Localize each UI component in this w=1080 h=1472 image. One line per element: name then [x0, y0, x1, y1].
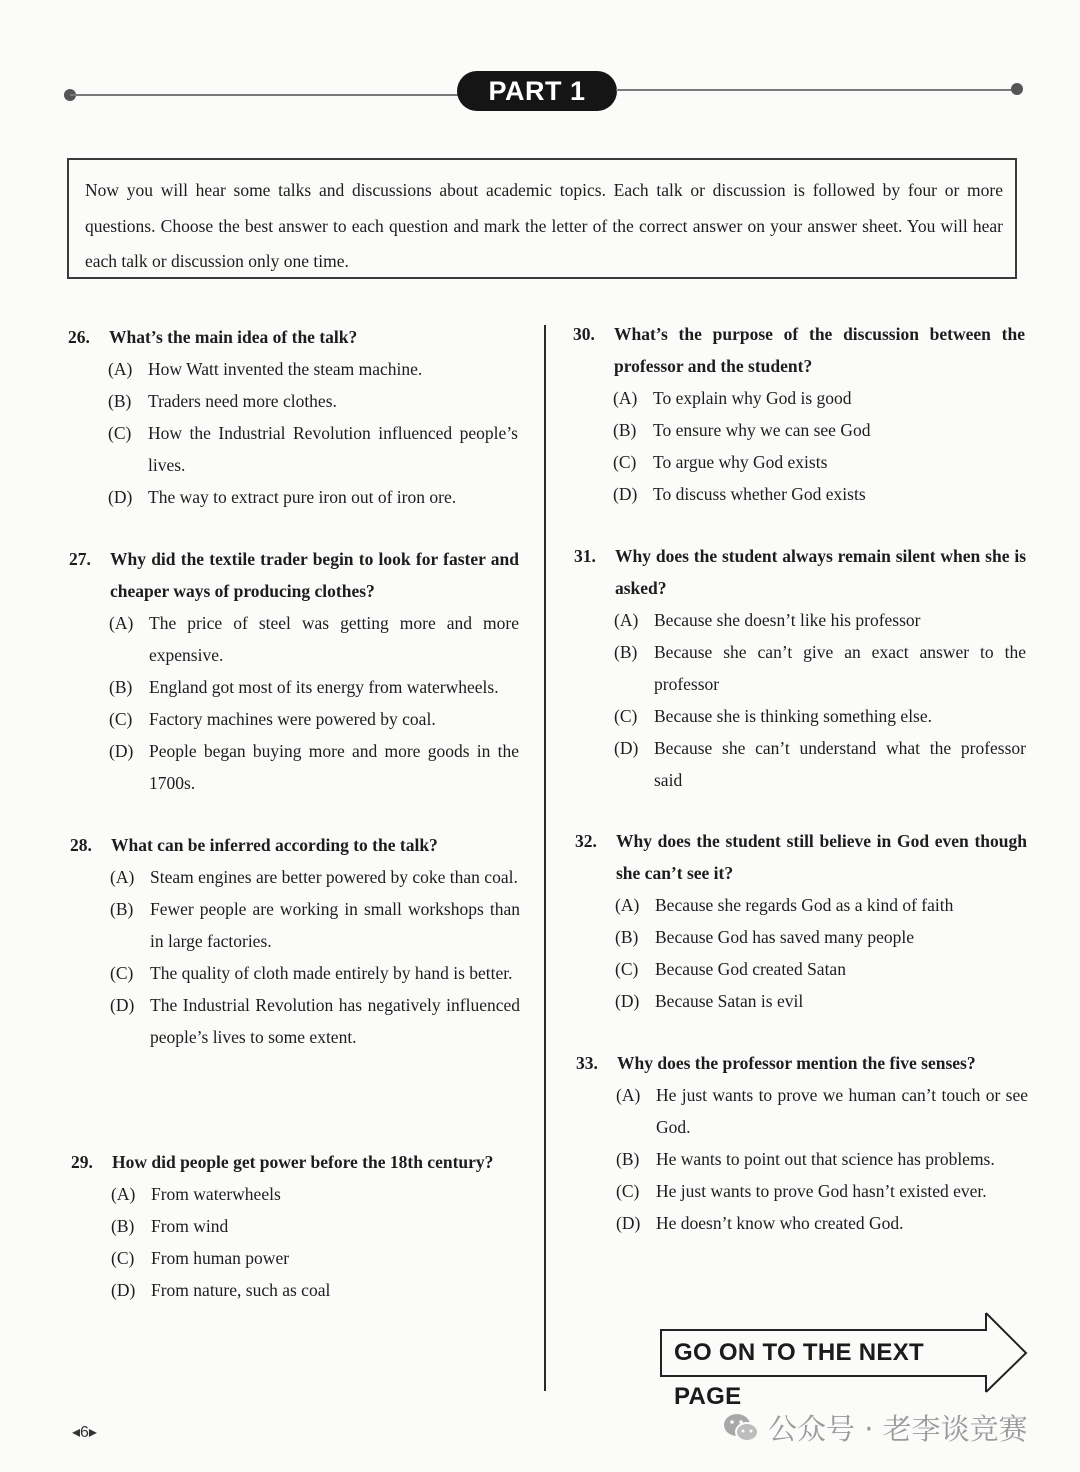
- answer-option: (A) Steam engines are better powered by coke than coal.: [110, 867, 518, 887]
- header-right-dot: [1011, 83, 1023, 95]
- answer-option: (D) From nature, such as coal: [111, 1280, 331, 1300]
- answer-option: (A) How Watt invented the steam machine.: [108, 359, 423, 379]
- watermark: [722, 1407, 1028, 1448]
- answer-option: (B) Fewer people are working in small workshops than in large factories.: [110, 899, 520, 951]
- column-divider: [544, 325, 546, 1391]
- question-27: [69, 543, 519, 799]
- answer-option: (B) He wants to point out that science has problems.: [616, 1149, 995, 1169]
- question-stem: 27. Why did the textile trader begin to look for faster and cheaper ways of producing clothes?: [69, 543, 519, 607]
- question-number: 29.: [71, 1152, 93, 1172]
- question-26: [68, 321, 518, 513]
- page-number: ◂6▸: [72, 1424, 97, 1441]
- answer-option: (C) Because she is thinking something else.: [614, 706, 933, 726]
- question-number: 28.: [70, 835, 92, 855]
- next-page-banner: GO ON TO THE NEXT PAGE: [660, 1329, 986, 1377]
- answer-option: (B) Because she can’t give an exact answer to the professor: [614, 642, 1026, 694]
- instructions-box: Now you will hear some talks and discussions about academic topics. Each talk or discussion is followed by four or more questions. Choose the best answer to each question and mark the letter of the correct answer on your answer sheet. You will hear each talk or discussion only one time.: [67, 158, 1017, 279]
- question-stem: 30. What’s the purpose of the discussion between the professor and the student?: [573, 318, 1025, 382]
- answer-option: (A) From waterwheels: [111, 1184, 281, 1204]
- question-number: 32.: [575, 831, 597, 851]
- answer-option: (D) Because she can’t understand what the professor said: [614, 738, 1026, 790]
- answer-option: (D) The way to extract pure iron out of iron ore.: [108, 487, 457, 507]
- answer-option: (D) Because Satan is evil: [615, 991, 804, 1011]
- answer-option: (A) The price of steel was getting more and more expensive.: [109, 613, 519, 665]
- answer-option: (A) To explain why God is good: [613, 388, 852, 408]
- answer-option: (D) To discuss whether God exists: [613, 484, 866, 504]
- question-31: [574, 540, 1026, 796]
- answer-option: (A) Because she regards God as a kind of faith: [615, 895, 954, 915]
- question-stem: 26. What’s the main idea of the talk?: [68, 321, 518, 353]
- header-left-rule: [70, 94, 458, 96]
- question-30: [573, 318, 1025, 510]
- watermark-text: 公众号 · 老李谈竞赛: [768, 1412, 1028, 1446]
- question-32: [575, 825, 1027, 1017]
- answer-option: (B) England got most of its energy from waterwheels.: [109, 677, 499, 697]
- question-number: 31.: [574, 546, 596, 566]
- question-28: [70, 829, 520, 1053]
- question-stem: 31. Why does the student always remain silent when she is asked?: [574, 540, 1026, 604]
- wechat-icon: [722, 1411, 760, 1445]
- answer-option: (D) People began buying more and more goods in the 1700s.: [109, 741, 519, 793]
- header-right-rule: [616, 89, 1018, 91]
- answer-option: (C) Because God created Satan: [615, 959, 846, 979]
- question-stem: 32. Why does the student still believe in God even though she can’t see it?: [575, 825, 1027, 889]
- answer-option: (B) From wind: [111, 1216, 229, 1236]
- question-stem: 28. What can be inferred according to the talk?: [70, 829, 520, 861]
- answer-option: (C) The quality of cloth made entirely by hand is better.: [110, 963, 513, 983]
- answer-option: (C) How the Industrial Revolution influenced people’s lives.: [108, 423, 518, 475]
- question-number: 27.: [69, 549, 91, 569]
- arrow-right-icon: [984, 1312, 1028, 1394]
- question-33: [576, 1047, 1028, 1239]
- answer-option: (B) To ensure why we can see God: [613, 420, 871, 440]
- answer-option: (C) To argue why God exists: [613, 452, 828, 472]
- answer-option: (C) Factory machines were powered by coal.: [109, 709, 436, 729]
- answer-option: (C) From human power: [111, 1248, 290, 1268]
- answer-option: (A) He just wants to prove we human can’t touch or see God.: [616, 1085, 1028, 1137]
- question-number: 33.: [576, 1053, 598, 1073]
- answer-option: (B) Because God has saved many people: [615, 927, 915, 947]
- question-stem: 33. Why does the professor mention the five senses?: [576, 1047, 1028, 1079]
- answer-option: (D) The Industrial Revolution has negatively influenced people’s lives to some extent.: [110, 995, 520, 1047]
- answer-option: (C) He just wants to prove God hasn’t existed ever.: [616, 1181, 987, 1201]
- answer-option: (A) Because she doesn’t like his professor: [614, 610, 921, 630]
- question-number: 26.: [68, 327, 90, 347]
- answer-option: (D) He doesn’t know who created God.: [616, 1213, 904, 1233]
- question-29: [71, 1146, 526, 1306]
- question-stem: 29. How did people get power before the 18th century?: [71, 1146, 526, 1178]
- answer-option: (B) Traders need more clothes.: [108, 391, 337, 411]
- part-title: PART 1: [457, 71, 617, 111]
- question-number: 30.: [573, 324, 595, 344]
